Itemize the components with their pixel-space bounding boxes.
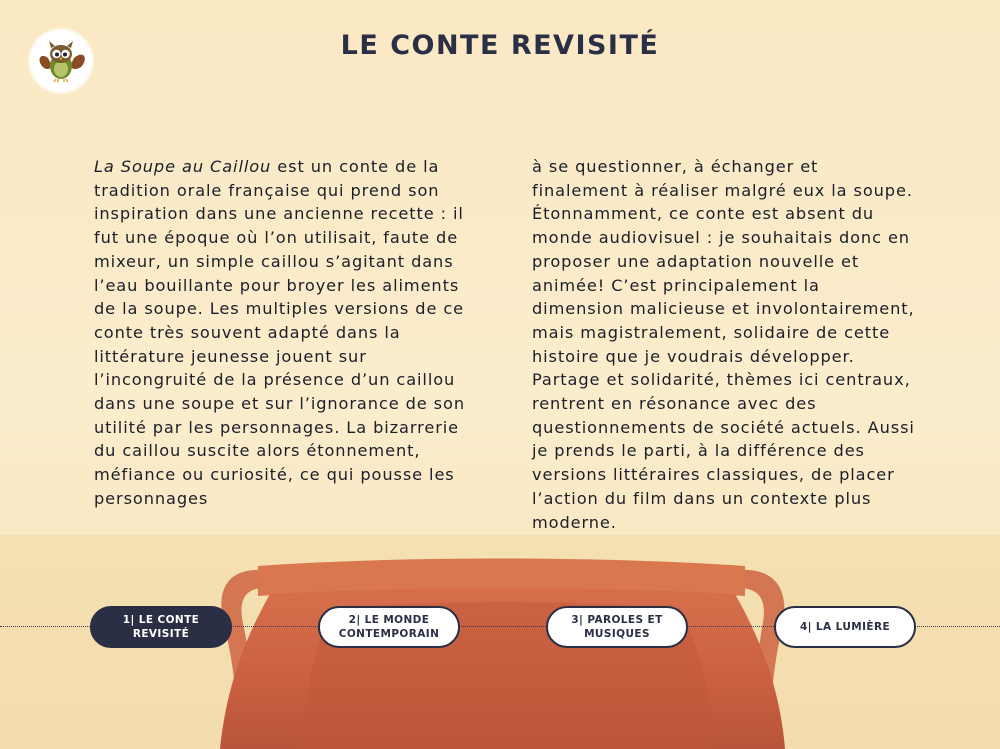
nav-button-lumiere[interactable]: 4| LA LUMIÈRE: [774, 606, 916, 648]
story-title-italic: La Soupe au Caillou: [94, 157, 272, 176]
nav-button-monde-contemporain[interactable]: 2| LE MONDE CONTEMPORAIN: [318, 606, 460, 648]
nav-button-paroles-musiques[interactable]: 3| PAROLES ET MUSIQUES: [546, 606, 688, 648]
page-title: LE CONTE REVISITÉ: [340, 30, 660, 61]
text-column-left: [94, 155, 474, 511]
nav-button-conte-revisite[interactable]: 1| LE CONTE REVISITÉ: [90, 606, 232, 648]
left-paragraph: est un conte de la tradition orale française qui prend son inspiration dans une ancienne recette : il fut une époque où l’on utilisait, faute de mixeur, un simple caillou s’agitant dans l’eau bouillante pour broyer les aliments de la soupe. Les multiples versions de ce conte très souvent adapté dans la littérature jeunesse jouent sur l’incongruité de la présence d’un caillou dans une soupe et sur l’ignorance de son utilité par les personnages. La bizarrerie du caillou suscite alors étonnement, méfiance ou curiosité, ce qui pousse les personnages: [94, 157, 465, 508]
text-column-right: [532, 155, 917, 534]
clay-pot-illustration: [0, 548, 1000, 749]
right-paragraph: à se questionner, à échanger et finalement à réaliser malgré eux la soupe. Étonnamment, ce conte est absent du monde audiovisuel : je souhaitais donc en proposer une adaptation nouvelle et animée! C’est principalement la dimension malicieuse et involontairement, mais magistralement, solidaire de cette histoire que je voudrais développer. Partage et solidarité, thèmes ici centraux, rentrent en résonance avec des questionnements de société actuels. Aussi je prends le parti, à la différence des versions littéraires classiques, de placer l’action du film dans un contexte plus moderne.: [532, 157, 915, 532]
